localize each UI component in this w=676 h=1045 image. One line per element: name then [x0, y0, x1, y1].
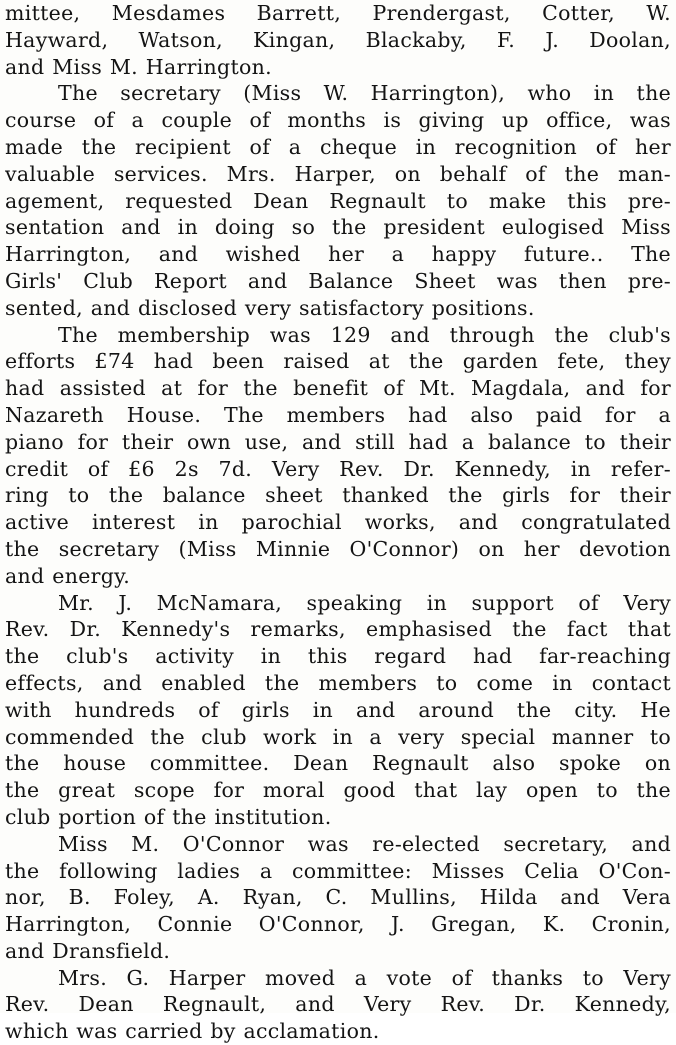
article-line: made the recipient of a cheque in recognition of her [5, 134, 671, 159]
article-line: the secretary (Miss Minnie O'Connor) on her devotion [5, 536, 671, 561]
article-line: active interest in parochial works, and congratulated [5, 510, 671, 535]
article-line: club portion of the institution. [5, 804, 332, 829]
article-line: efforts £74 had been raised at the garden fete, they [5, 349, 671, 374]
article-line: Mrs. G. Harper moved a vote of thanks to Very [58, 965, 671, 990]
article-line: which was carried by acclamation. [5, 1019, 380, 1044]
article-line: the club's activity in this regard had far-reaching [5, 644, 671, 669]
article-line: valuable services. Mrs. Harper, on behalf of the man- [5, 161, 671, 186]
article-line: agement, requested Dean Regnault to make this pre- [5, 188, 671, 213]
article-line: Rev. Dean Regnault, and Very Rev. Dr. Kennedy, [5, 992, 671, 1017]
article-line: and energy. [5, 563, 131, 588]
article-line: Girls' Club Report and Balance Sheet was then pre- [5, 268, 671, 293]
article-line: had assisted at for the benefit of Mt. Magdala, and for [5, 376, 671, 401]
article-line: Rev. Dr. Kennedy's remarks, emphasised the fact that [5, 617, 671, 642]
article-line: commended the club work in a very special manner to [5, 724, 671, 749]
article-line: Miss M. O'Connor was re-elected secretary, and [58, 831, 671, 856]
article-line: Mr. J. McNamara, speaking in support of Very [58, 590, 671, 615]
article-line: Harrington, Connie O'Connor, J. Gregan, K. Cronin, [5, 912, 671, 937]
article-line: sented, and disclosed very satisfactory positions. [5, 295, 535, 320]
article-line: course of a couple of months is giving up office, was [5, 108, 671, 133]
article-line: ring to the balance sheet thanked the girls for their [5, 483, 671, 508]
article-line: the great scope for moral good that lay open to the [5, 778, 671, 803]
article-line: Nazareth House. The members had also paid for a [5, 402, 671, 427]
article-line: mittee, Mesdames Barrett, Prendergast, Cotter, W. [5, 1, 671, 25]
article-line: the following ladies a committee: Misses Celia O'Con- [5, 858, 671, 883]
article-line: The membership was 129 and through the club's [58, 322, 671, 347]
article-line: nor, B. Foley, A. Ryan, C. Mullins, Hilda and Vera [5, 885, 671, 910]
article-line: Harrington, and wished her a happy future.. The [5, 242, 671, 267]
article-line: The secretary (Miss W. Harrington), who in the [58, 81, 671, 106]
article-line: and Miss M. Harrington. [5, 54, 272, 79]
article-line: effects, and enabled the members to come in contact [5, 670, 671, 695]
article-line: credit of £6 2s 7d. Very Rev. Dr. Kennedy, in refer- [5, 456, 671, 481]
article-line: Hayward, Watson, Kingan, Blackaby, F. J. Doolan, [5, 27, 671, 52]
article-line: and Dransfield. [5, 938, 171, 963]
article-line: sentation and in doing so the president eulogised Miss [5, 215, 671, 240]
article-line: the house committee. Dean Regnault also spoke on [5, 751, 671, 776]
article-body [5, 0, 671, 1045]
article-line: piano for their own use, and still had a balance to their [5, 429, 671, 454]
article-line: with hundreds of girls in and around the city. He [5, 697, 671, 722]
